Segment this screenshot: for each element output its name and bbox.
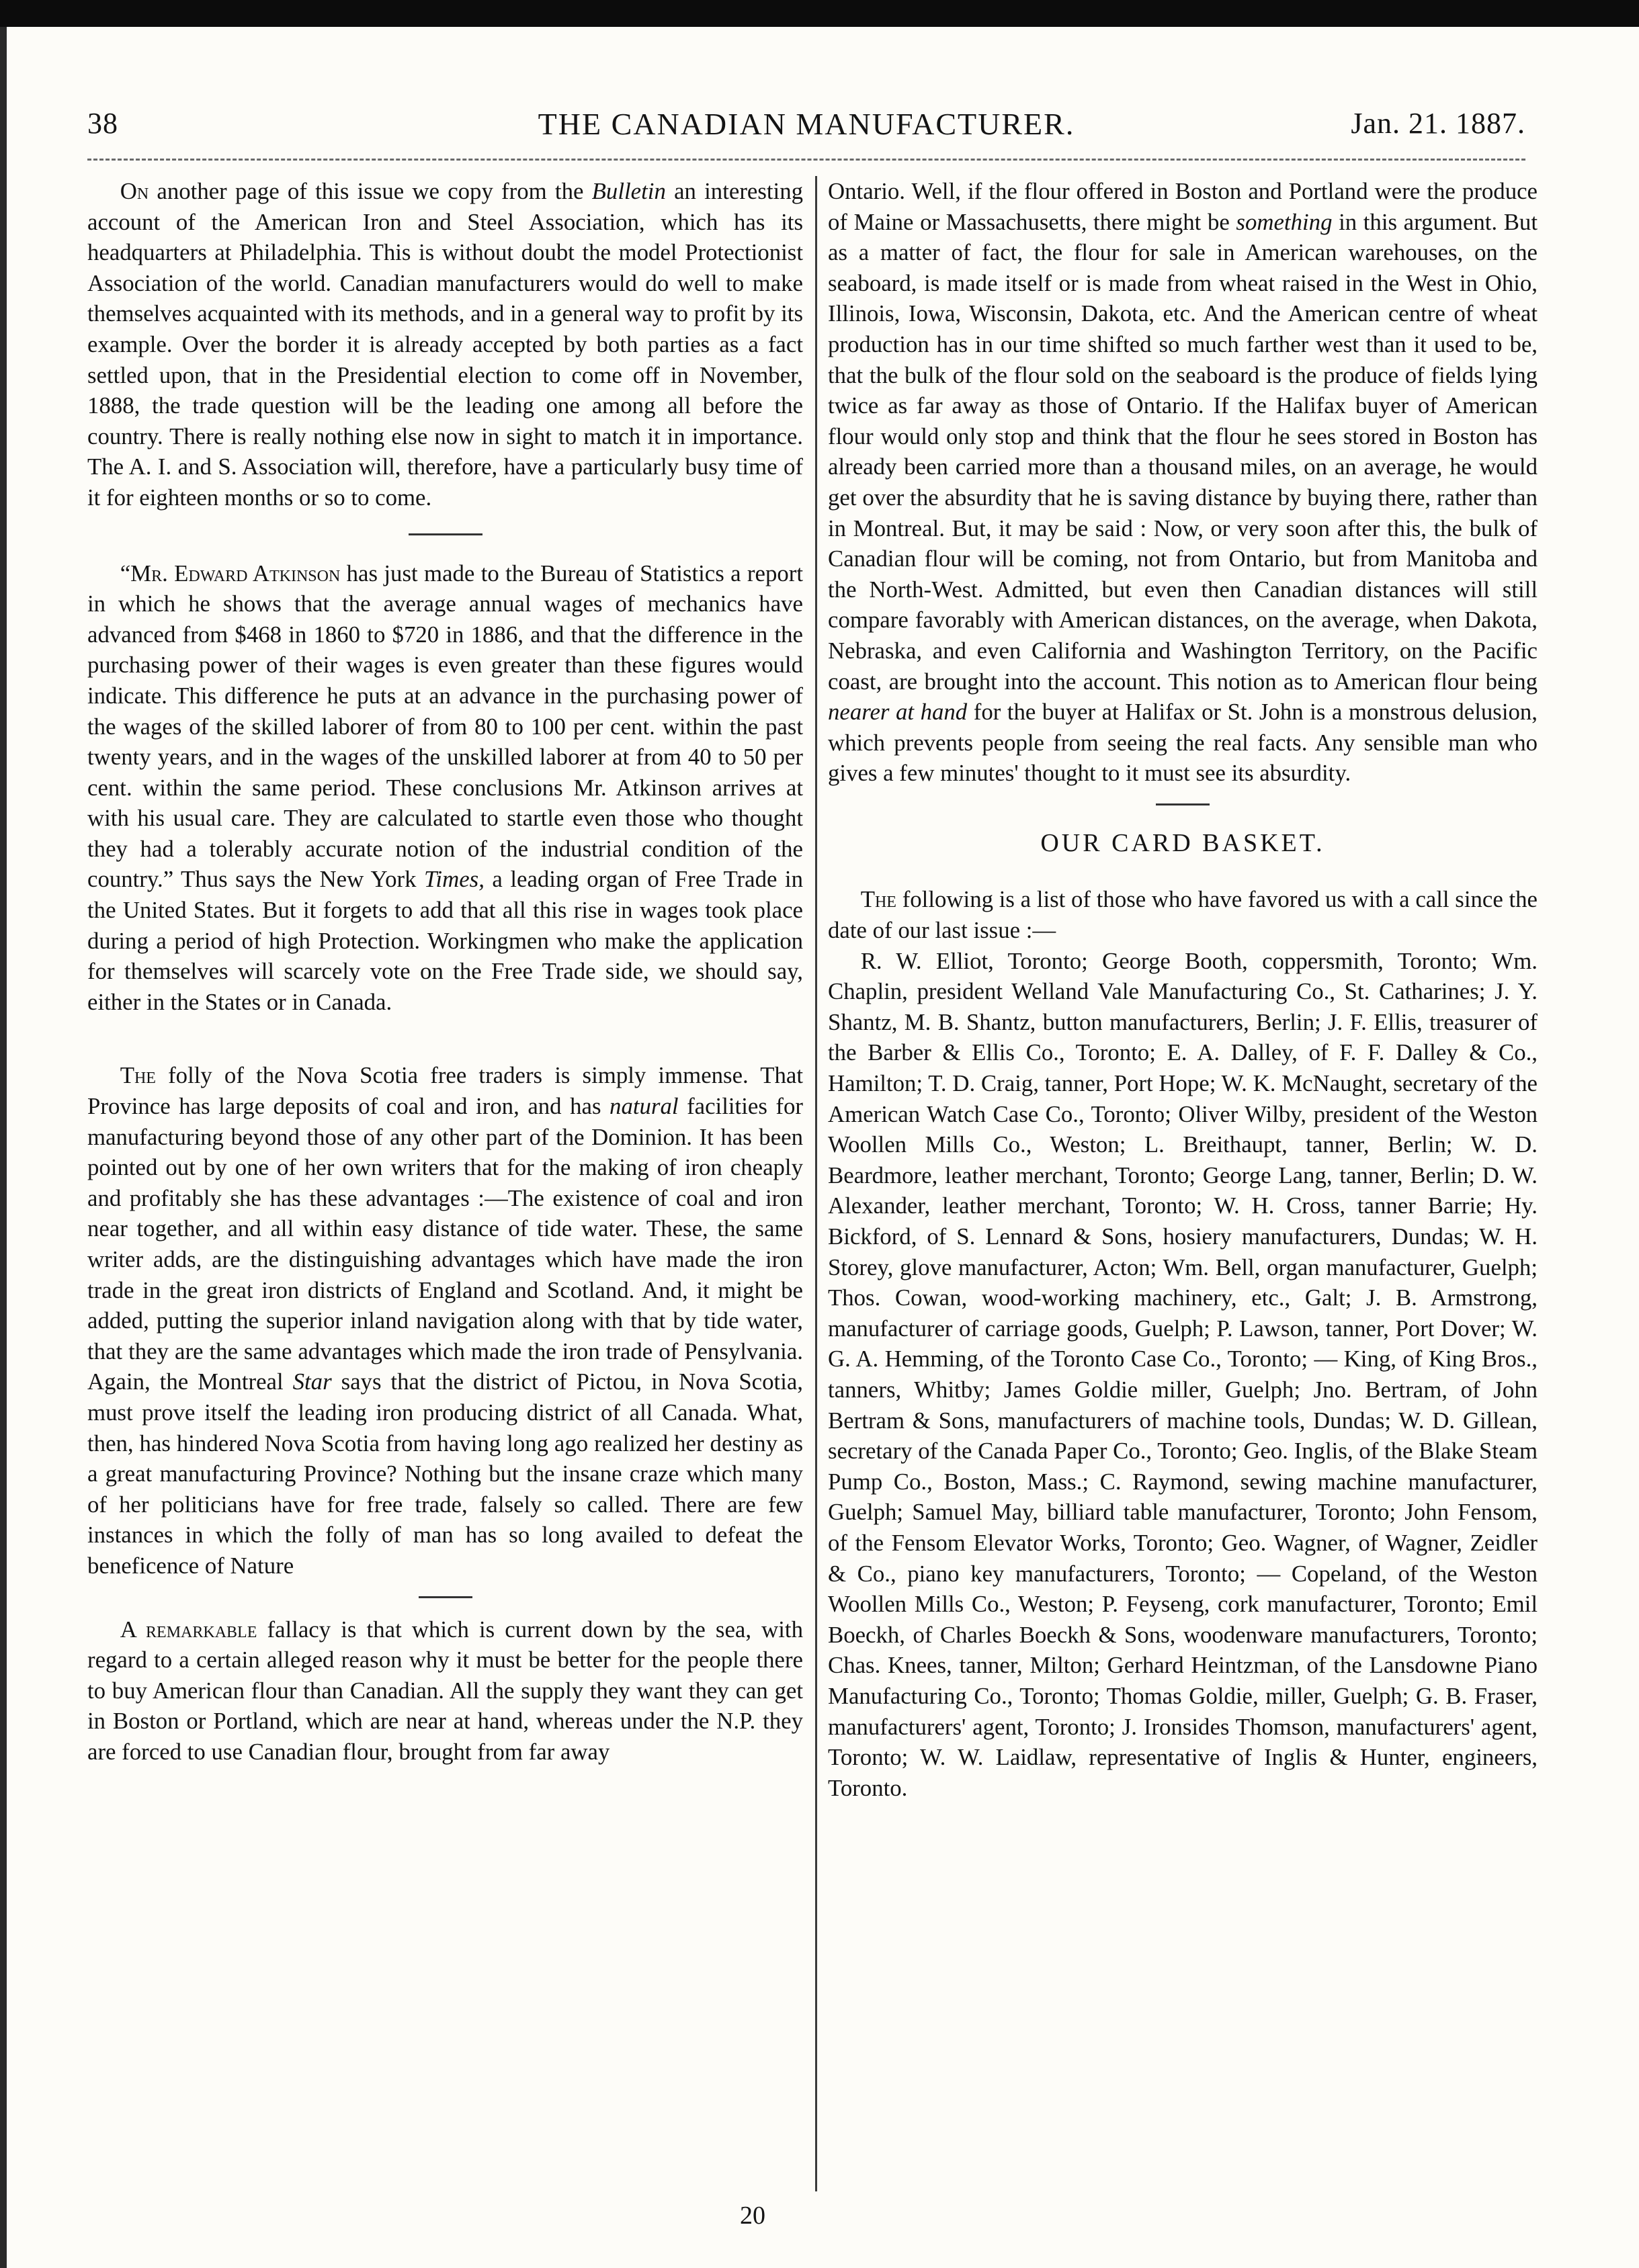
paragraph-text: Ontario. Well, if the flour offered in Boston and Portland were the produce of Maine or Massachusetts, there might be: [828, 178, 1538, 235]
paragraph-lead: On: [120, 178, 149, 204]
section-separator: [1156, 803, 1210, 805]
page-number: 38: [87, 107, 118, 140]
section-separator: [409, 533, 482, 535]
paragraph-flour-fallacy: [87, 1614, 803, 1768]
paragraph-lead: The: [860, 886, 896, 913]
italic-term: Star: [292, 1368, 332, 1395]
italic-term: Bulletin: [591, 178, 666, 204]
paragraph-text: has just made to the Bureau of Statistics a report in which he shows that the average annual wages of mechanics have advanced from $468 in 1860 to $720 in 1886, and that the difference in the purchasing power of their wages is even greater than these figures would indicate. This difference he puts at an advance in the purchasing power of the wages of the skilled laborer of from 80 to 100 per cent. within the past twenty years, and in the wages of the unskilled laborer at from 40 to 50 per cent. within the same period. These conclusions Mr. Atkinson arrives at with his usual care. They are calculated to startle even those who thought they had a tolerably accurate notion of the industrial condition of the country.” Thus says the New York: [87, 560, 804, 893]
paragraph-text: says that the district of Pictou, in Nova Scotia, must prove itself the leading iron producing district of all Canada. What, then, has hindered Nova Scotia from having long ago realized her destiny as a great manufacturing Province? Nothing but the insane craze which many of her politicians have for free trade, falsely so called. There are few instances in which the folly of man has so long availed to defeat the beneficence of Nature: [87, 1368, 804, 1579]
paragraph-association: [87, 176, 803, 513]
paragraph-card-basket-intro: [828, 884, 1538, 945]
paragraph-nova-scotia: [87, 1060, 803, 1581]
paragraph-flour-continued: [828, 176, 1538, 789]
paragraph-text: in this argument. But as a matter of fact, the flour for sale in American warehouses, on the seaboard, is made itself or is made from wheat raised in the West in Ohio, Illinois, Iowa, Wisconsin, Dakota, etc. And the American centre of wheat production has in our time shifted so much farther west than it used to be, that the bulk of the flour sold on the seaboard is the produce of fields lying twice as far away as those of Ontario. If the Halifax buyer of American flour would only stop and think that the flour he sees stored in Boston has already been carried more than a thousand miles, on an average, he would get over the absurdity that he is saving distance by buying there, rather than in Montreal. But, it may be said : Now, or very soon after this, the bulk of Canadian flour will be coming, not from Ontario, but from Manitoba and the North-West. Admitted, but even then Canadian distances will still compare favorably with American distances, on the average, when Dakota, Nebraska, and even California and Washington Territory, on the Pacific coast, are brought into the account. This notion as to American flour being: [828, 208, 1538, 695]
italic-term: nearer at hand: [828, 699, 968, 726]
folio-number: 20: [740, 2201, 765, 2230]
scan-left-edge: [0, 27, 7, 2268]
paragraph-lead: “Mr. Edward Atkinson: [120, 560, 341, 586]
paragraph-text: following is a list of those who have favored us with a call since the date of our last issue :—: [828, 886, 1538, 944]
header-rule: [87, 159, 1525, 161]
page-header: [87, 93, 1525, 153]
italic-term: something: [1236, 208, 1333, 235]
paragraph-lead: The: [120, 1062, 156, 1089]
column-divider: [815, 176, 817, 2191]
paragraph-text: fallacy is that which is current down by the sea, with regard to a certain alleged reason why it must be better for the people there to buy American flour than Canadian. All the supply they want they can get in Boston or Portland, which are near at hand, whereas under the N.P. they are forced to use Canadian flour, brought from far away: [87, 1616, 803, 1765]
paragraph-visitor-list: R. W. Elliot, Toronto; George Booth, coppersmith, Toronto; Wm. Chaplin, president Welland Vale Manufacturing Co., St. Catharines; J. Y. Shantz, M. B. Shantz, button manufacturers, Berlin; J. F. Ellis, treasurer of the Barber & Ellis Co., Toronto; E. A. Dalley, of F. F. Dalley & Co., Hamilton; T. D. Craig, tanner, Port Hope; W. K. McNaught, secretary of the American Watch Case Co., Toronto; Oliver Wilby, president of the Weston Woollen Mills Co., Weston; L. Breithaupt, tanner, Berlin; W. D. Beardmore, leather merchant, Toronto; George Lang, tanner, Berlin; D. W. Alexander, leather merchant, Toronto; W. H. Cross, tanner Barrie; Hy. Bickford, of S. Lennard & Sons, hosiery manufacturers, Dundas; W. H. Storey, glove manufacturer, Acton; Wm. Bell, organ manufacturer, Guelph; Thos. Cowan, wood-working machinery, etc., Galt; J. B. Armstrong, manufacturer of carriage goods, Guelph; P. Lawson, tanner, Port Dover; W. G. A. Hemming, of the Toronto Case Co., Toronto; — King, of King Bros., tanners, Whitby; James Goldie miller, Guelph; Jno. Bertram, of John Bertram & Sons, manufacturers of machine tools, Dundas; W. D. Gillean, secretary of the Canada Paper Co., Toronto; Geo. Inglis, of the Blake Steam Pump Co., Boston, Mass.; C. Raymond, sewing machine manufacturer, Guelph; Samuel May, billiard table manufacturer, Toronto; John Fensom, of the Fensom Elevator Works, Toronto; Geo. Wagner, of Wagner, Zeidler & Co., piano key manufacturers, Toronto; — Copeland, of the Weston Woollen Mills Co., Weston; P. Feyseng, cork manufacturer, Toronto; Emil Boeckh, of Charles Boeckh & Sons, woodenware manufacturers, Toronto; Chas. Knees, tanner, Milton; Gerhard Heintzman, of the Lansdowne Piano Manufacturing Co., Toronto; Thomas Goldie, miller, Guelph; G. B. Fraser, manufacturers' agent, Toronto; J. Ironsides Thomson, manufacturers' agent, Toronto; W. W. Laidlaw, representative of Inglis & Hunter, engineers, Toronto.: [828, 947, 1538, 1801]
scan-top-border: [0, 0, 1639, 27]
paragraph-text: facilities for manufacturing beyond those of any other part of the Dominion. It has been pointed out by one of her own writers that for the making of iron cheaply and profitably she has these advantages :—The existence of coal and iron near together, and all within easy distance of tide water. These, the same writer adds, are the distinguishing advantages which have made the iron trade in the great iron districts of England and Scotland. And, it might be added, putting the superior inland navigation along with that by tide water, that they are the same advantages which made the iron trade of Pensylvania. Again, the Montreal: [87, 1093, 803, 1395]
paragraph-text: an interesting account of the American Iron and Steel Association, which has its headquarters at Philadelphia. This is without doubt the model Protectionist Association of the world. Canadian manufacturers would do well to make themselves acquainted with its methods, and in a general way to profit by its example. Over the border it is already accepted by both parties as a fact settled upon, that in the Presidential election to come off in November, 1888, the trade question will be the leading one among all before the country. There is really nothing else now in sight to match it in importance. The A. I. and S. Association will, therefore, have a particularly busy time of it for eighteen months or so to come.: [87, 178, 804, 511]
issue-date: Jan. 21. 1887.: [1351, 107, 1525, 140]
paragraph-text: another page of this issue we copy from the: [157, 178, 584, 204]
right-column: [828, 176, 1538, 2191]
italic-term: Times,: [423, 866, 485, 893]
paragraph-text: folly of the Nova Scotia free traders is simply immense. That Province has large deposits of coal and iron, and has: [87, 1062, 803, 1120]
publication-title: THE CANADIAN MANUFACTURER.: [538, 107, 1075, 141]
section-heading: OUR CARD BASKET.: [1040, 828, 1325, 857]
section-separator: [419, 1596, 472, 1598]
paragraph-text: for the buyer at Halifax or St. John is a monstrous delusion, which prevents people from seeing the real facts. Any sensible man who gives a few minutes' thought to it must see its absurdity.: [828, 699, 1538, 787]
italic-term: natural: [610, 1093, 679, 1120]
paragraph-atkinson: [87, 558, 803, 1018]
paragraph-text: a leading organ of Free Trade in the United States. But it forgets to add that all this rise in wages took place during a period of high Protection. Workingmen who make the application for themselves will scarcely vote on the Free Trade side, we should say, either in the States or in Canada.: [87, 866, 803, 1015]
left-column: [87, 176, 803, 2191]
paragraph-lead: A remarkable: [120, 1616, 257, 1643]
